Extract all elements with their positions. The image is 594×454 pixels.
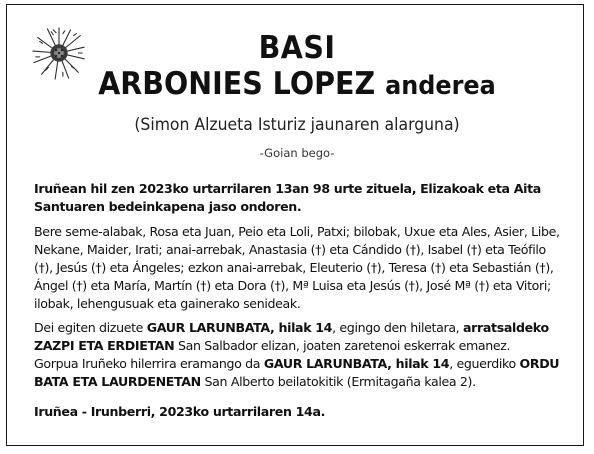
text: San Alberto beilatokitik (Ermitagaña kalea 2). [200,374,476,389]
text: Dei egiten dizuete [34,320,147,335]
death-announcement: Iruñean hil zen 2023ko urtarrilaren 13an 98 urte zituela, Elizakoak eta Aita Santuaren bedeinkapena jaso ondoren. [34,181,541,214]
family-list: Bere seme-alabak, Rosa eta Juan, Peio eta Loli, Patxi; bilobak, Uxue eta Ales, Asier, Libe, Nekane, Maider, Irati; anai-arrebak, Anastasia (†) eta Cándido (†), Isabel (†) eta Teófilo (†), Jesús (†) eta Ángeles; ezkon anai-arrebak, Eleuterio (†), Teresa (†) eta Sebastián (†), Ángel (†) eta María, Martín (†) eta Dora (†), Mª Luisa eta Jesús (†), José Mª (†) eta Vitori; ilobak, lehengusuak eta gainerako senideak. [34,224,560,311]
funeral-service [34,319,560,391]
notice-body [34,180,560,427]
deceased-surnames: ARBONIES LOPEZ [98,66,376,102]
deceased-first-name: BASI [258,30,336,66]
text: San Salbador elizan, joaten zaretenoi eskerrak emanez. [174,338,511,353]
service-date: GAUR LARUNBATA, hilak 14 [146,320,333,335]
deceased-surnames-line [24,66,570,102]
burial-time: ORDU BATA ETA LAURDENETAN [34,356,560,389]
service-time: arratsaldeko ZAZPI ETA ERDIETAN [34,320,549,353]
text: Gorpua Iruñeko hilerrira eramango da [34,356,264,371]
place-date: Iruñea - Irunberri, 2023ko urtarrilaren 14a. [34,404,326,419]
text: , eguerdiko [449,356,520,371]
burial-date: GAUR LARUNBATA, hilak 14 [263,356,450,371]
spouse-relation: (Simon Alzueta Isturiz jaunaren alarguna) [134,115,460,135]
goian-bego: -Goian bego- [259,146,335,160]
title-suffix: anderea [385,71,496,101]
text: , egingo den hiletara, [332,320,463,335]
